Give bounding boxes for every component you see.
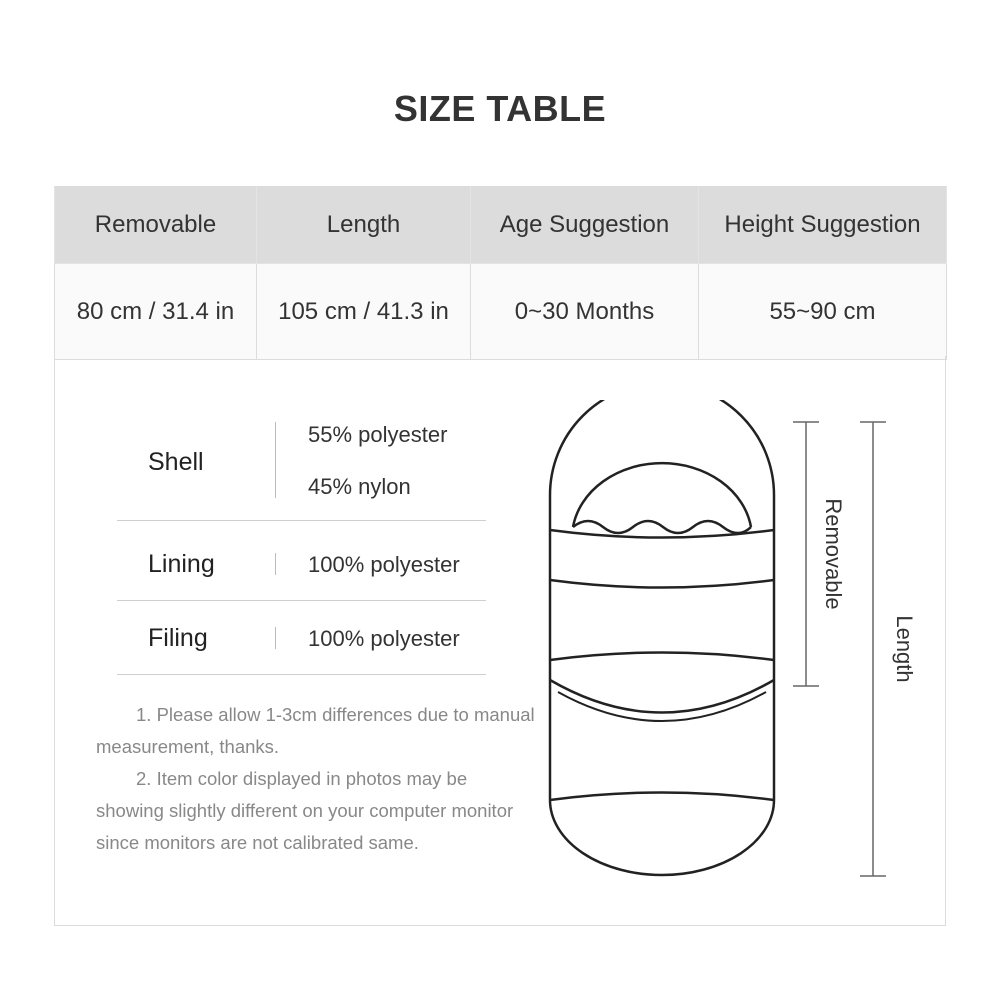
table-header-row: [55, 186, 947, 264]
material-value: 100% polyester: [308, 626, 460, 651]
cell-removable: 80 cm / 31.4 in: [55, 264, 257, 360]
length-label: Length: [892, 615, 918, 683]
material-row-shell: [117, 420, 486, 521]
cell-age-suggestion: 0~30 Months: [471, 264, 699, 360]
sleeping-bag-diagram: [530, 400, 930, 890]
page-title: SIZE TABLE: [393, 88, 607, 129]
material-row-filing: [117, 600, 486, 675]
size-table: [54, 186, 947, 360]
quilt-line: [550, 530, 774, 538]
material-value: 55% polyester: [308, 422, 448, 447]
header-age-suggestion: Age Suggestion: [471, 186, 699, 264]
note-2: 2. Item color displayed in photos may be showing slightly different on your computer monitor since monitors are not calibrated same.: [96, 768, 514, 853]
hood-wave: [573, 521, 751, 533]
divider: [275, 553, 276, 575]
header-removable: Removable: [55, 186, 257, 264]
divider: [275, 422, 276, 498]
quilt-line: [550, 580, 774, 588]
header-length: Length: [257, 186, 471, 264]
bag-outline: [550, 400, 774, 875]
flap-line: [550, 680, 774, 713]
notes: [96, 699, 536, 859]
material-name: Shell: [148, 448, 204, 476]
material-name: Filing: [148, 624, 208, 652]
cell-height-suggestion: 55~90 cm: [699, 264, 947, 360]
quilt-line: [550, 653, 774, 661]
hood-arc: [573, 463, 751, 527]
note-1: 1. Please allow 1-3cm differences due to manual measurement, thanks.: [96, 704, 535, 757]
material-value: 45% nylon: [308, 474, 411, 499]
quilt-line: [550, 793, 774, 801]
divider: [275, 627, 276, 649]
material-row-lining: [117, 520, 486, 601]
header-height-suggestion: Height Suggestion: [699, 186, 947, 264]
table-row: [55, 264, 947, 360]
flap-line: [558, 692, 766, 721]
material-name: Lining: [148, 550, 215, 578]
material-value: 100% polyester: [308, 552, 460, 577]
removable-label: Removable: [821, 498, 847, 610]
cell-length: 105 cm / 41.3 in: [257, 264, 471, 360]
